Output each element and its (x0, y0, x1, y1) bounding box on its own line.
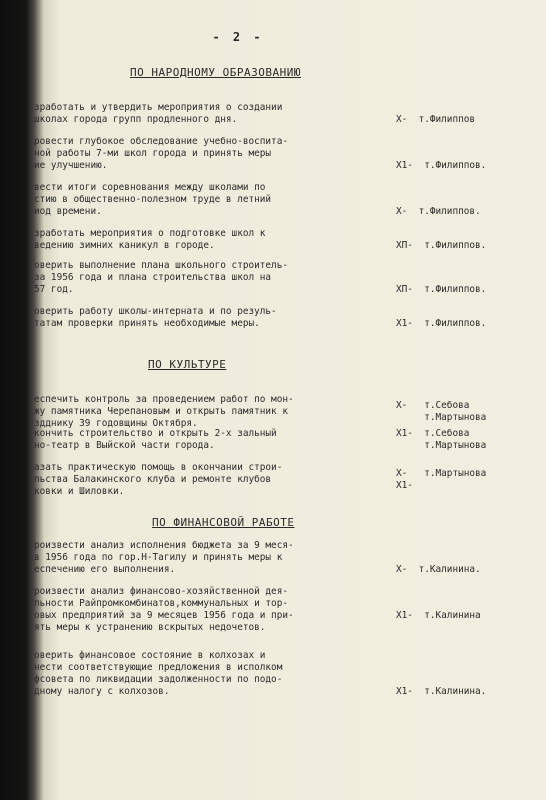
task-text: зработать мероприятия о подготовке школ к ведению зимних каникул в городе. (34, 228, 266, 251)
task-deadline-responsible: Х- т.Филиппов (396, 114, 476, 125)
task-deadline-responsible: Х1- т.Калинина. (396, 686, 487, 697)
task-deadline-responsible: Х- т.Калинина. (396, 564, 481, 575)
section-heading: ПО НАРОДНОМУ ОБРАЗОВАНИЮ (130, 66, 301, 79)
task-deadline-responsible: Х1- т.Филиппов. (396, 318, 487, 329)
task-text: роизвести анализ исполнения бюджета за 9 меся- в 1956 года по гор.Н-Тагилу и принять меры к еспечению его выполнения. (34, 540, 294, 575)
task-deadline-responsible: Х- т.Филиппов. (396, 206, 481, 217)
task-text: роизвести анализ финансово-хозяйственной дея- льности Райпромкомбинатов,коммунальных и тор- овых предприятий за 9 месяцев 1956 года и при- ять меры к устранению вскрытых недочетов. (34, 586, 294, 633)
task-text: азать практическую помощь в окончании строи- льства Балакинского клуба и ремонте клубов ковки и Шиловки. (34, 462, 283, 497)
task-deadline-responsible: Х- т.Себова т.Мартынова (396, 400, 487, 423)
section-heading: ПО ФИНАНСОВОЙ РАБОТЕ (152, 516, 295, 529)
task-text: оверить финансовое состояние в колхозах и нести соответствующие предложения в исполком фсовета по ликвидации задолженности по подо- дному налогу с колхозов. (34, 650, 283, 697)
task-text: кончить строительство и открыть 2-х зальный но-театр в Выйской части города. (34, 428, 277, 451)
task-text: вести итоги соревнования между школами по стию в общественно-полезном труде в летний иод времени. (34, 182, 272, 217)
task-deadline-responsible: Х1- т.Калинина (396, 610, 481, 621)
task-deadline-responsible: Х1- т.Филиппов. (396, 160, 487, 171)
task-text: ровести глубокое обследование учебно-воспита- ной работы 7-ми школ города и принять меры ие улучшению. (34, 136, 288, 171)
task-deadline-responsible: ХП- т.Филиппов. (396, 284, 487, 295)
task-text: еспечить контроль за проведением работ по мон- жу памятника Черепановым и открыть памятник к здднику 39 годовщины Октября. (34, 394, 294, 429)
task-text: оверить выполнение плана школьного строитель- за 1956 года и плана строительства школ на 57 год. (34, 260, 288, 295)
task-deadline-responsible: Х1- т.Себова т.Мартынова (396, 428, 487, 451)
task-text: зработать и утвердить мероприятия о создании школах города групп продленного дня. (34, 102, 283, 125)
task-deadline-responsible: Х- т.Мартынова Х1- (396, 468, 487, 491)
task-text: оверить работу школы-интерната и по резуль- татам проверки принять необходимые меры. (34, 306, 277, 329)
section-heading: ПО КУЛЬТУРЕ (148, 358, 227, 371)
page-number: - 2 - (212, 30, 264, 44)
task-deadline-responsible: ХП- т.Филиппов. (396, 240, 487, 251)
